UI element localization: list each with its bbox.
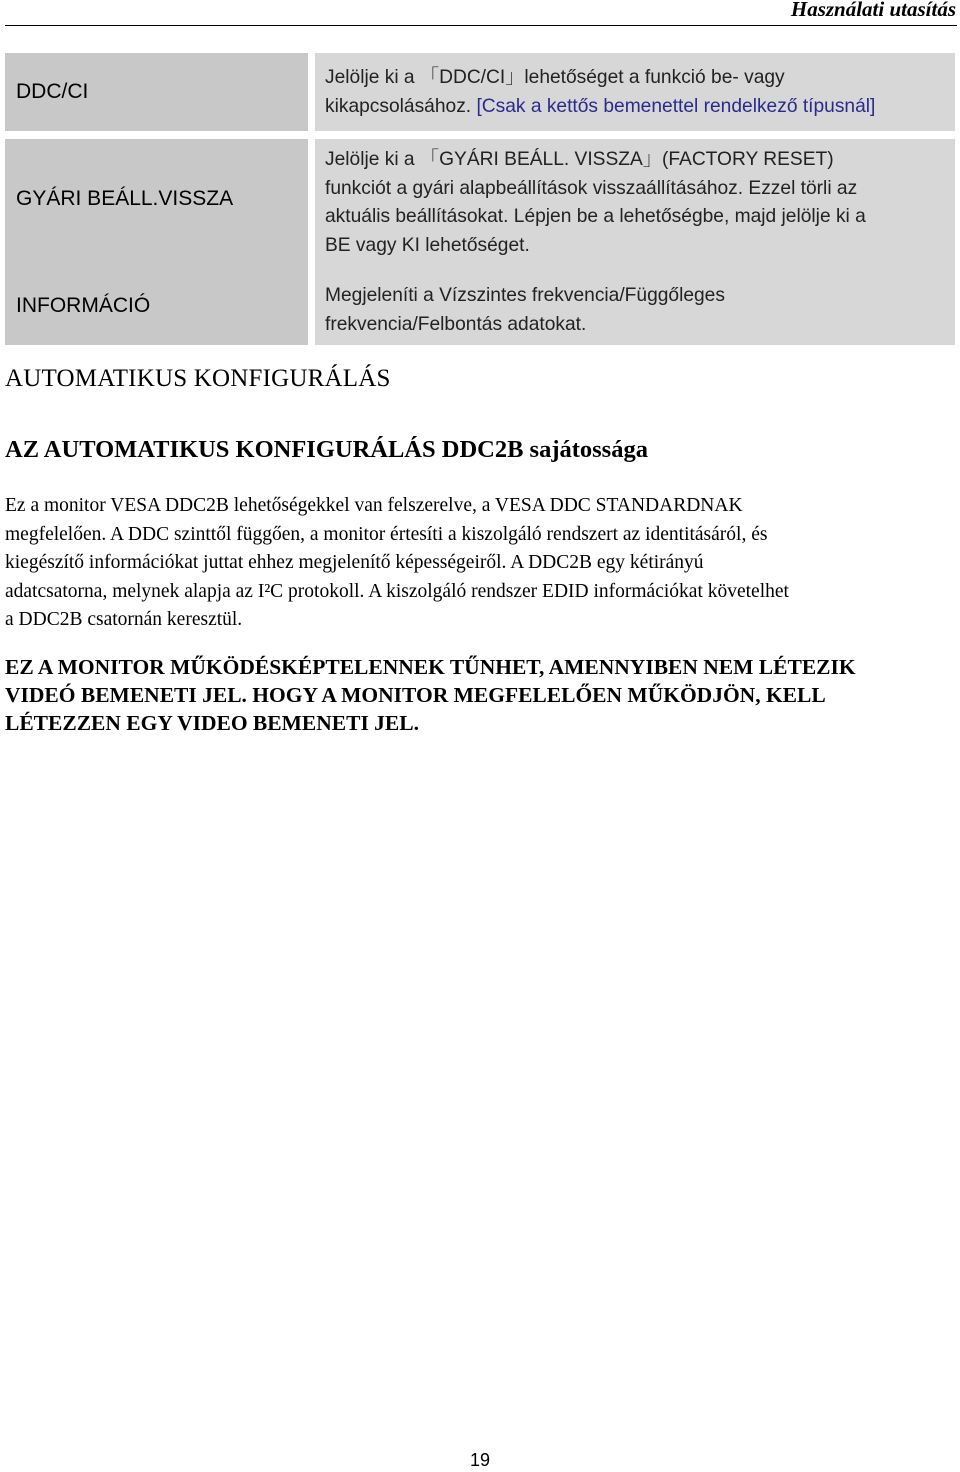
header-title: Használati utasítás bbox=[790, 0, 956, 21]
row-label-cell bbox=[5, 53, 308, 131]
subsection-title: AZ AUTOMATIKUS KONFIGURÁLÁS DDC2B sajátossága bbox=[5, 436, 648, 463]
row-description-cell bbox=[315, 270, 955, 345]
description-line: aktuális beállításokat. Lépjen be a lehetőségbe, majd jelölje ki a bbox=[325, 206, 866, 227]
dual-input-note: [Csak a kettős bemenettel rendelkező típusnál] bbox=[476, 95, 876, 117]
body-line: kiegészítő információkat juttat ehhez megjelenítő képességeiről. A DDC2B egy kétirányú bbox=[5, 552, 704, 573]
table-row-information bbox=[5, 270, 955, 345]
body-paragraph bbox=[5, 492, 955, 635]
warning-line: VIDEÓ BEMENETI JEL. HOGY A MONITOR MEGFELELŐEN MŰKÖDJÖN, KELL bbox=[5, 683, 826, 707]
description-line: Megjeleníti a Vízszintes frekvencia/Függőleges bbox=[325, 285, 725, 306]
description-line: frekvencia/Felbontás adatokat. bbox=[325, 313, 587, 335]
body-line: a DDC2B csatornán keresztül. bbox=[5, 609, 243, 630]
row-label-cell bbox=[5, 270, 308, 345]
warning-line: LÉTEZZEN EGY VIDEO BEMENETI JEL. bbox=[5, 711, 419, 735]
table-row-ddcci bbox=[5, 53, 955, 131]
description-line: Jelölje ki a 「GYÁRI BEÁLL. VISSZA」(FACTORY RESET) bbox=[325, 149, 834, 170]
body-line: adatcsatorna, melynek alapja az I²C protokoll. A kiszolgáló rendszer EDID információkat követelhet bbox=[5, 580, 789, 602]
description-line: BE vagy KI lehetőséget. bbox=[325, 234, 530, 256]
body-line: megfelelően. A DDC szinttől függően, a monitor értesíti a kiszolgáló rendszert az identitásáról, és bbox=[5, 523, 768, 545]
page-number: 19 bbox=[470, 1450, 491, 1470]
row-description-cell bbox=[315, 53, 955, 131]
description-line: funkciót a gyári alapbeállítások visszaállításához. Ezzel törli az bbox=[325, 177, 858, 199]
row-label: GYÁRI BEÁLL.VISSZA bbox=[16, 187, 234, 210]
header-rule bbox=[5, 25, 957, 26]
row-label: INFORMÁCIÓ bbox=[16, 294, 151, 317]
description-line: Jelölje ki a 「DDC/CI」lehetőséget a funkció be- vagy bbox=[325, 67, 785, 88]
warning-line: EZ A MONITOR MŰKÖDÉSKÉPTELENNEK TŰNHET, AMENNYIBEN NEM LÉTEZIK bbox=[5, 655, 856, 679]
page-header bbox=[0, 0, 960, 25]
description-line: kikapcsolásához. [Csak a kettős bemenettel rendelkező típusnál] bbox=[325, 95, 876, 117]
body-line: Ez a monitor VESA DDC2B lehetőségekkel van felszerelve, a VESA DDC STANDARDNAK bbox=[5, 495, 743, 516]
row-label: DDC/CI bbox=[16, 80, 89, 103]
section-title: AUTOMATIKUS KONFIGURÁLÁS bbox=[5, 365, 391, 392]
warning-paragraph bbox=[5, 653, 955, 737]
